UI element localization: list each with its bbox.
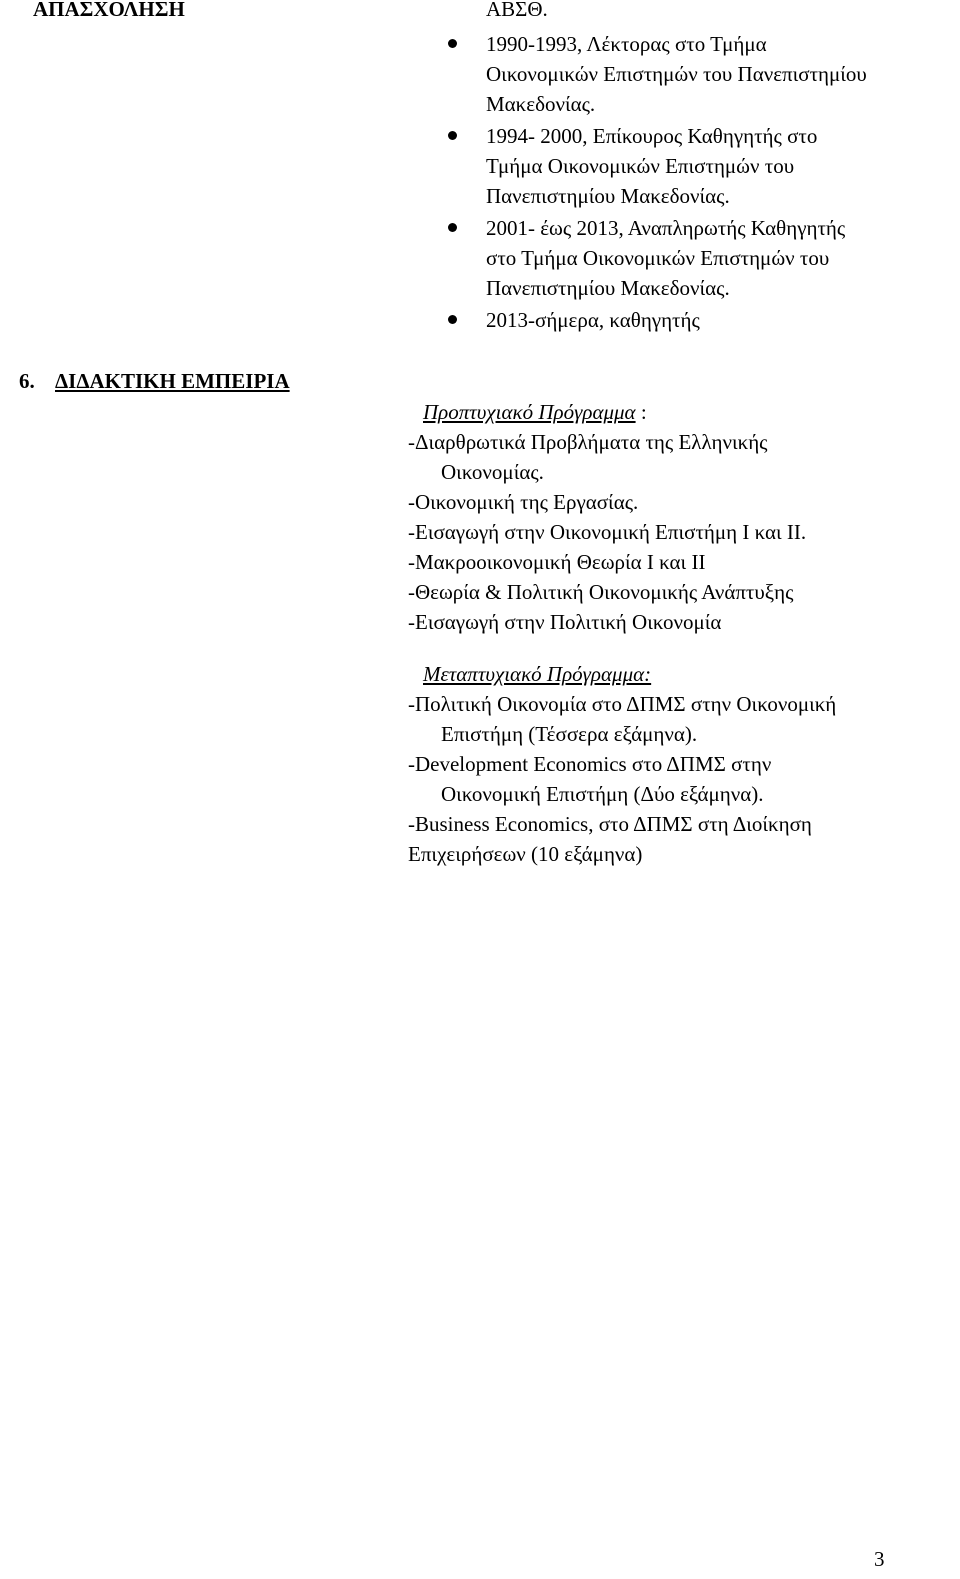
section-number: 6. (19, 369, 35, 393)
teaching-heading: ΔΙΔΑΚΤΙΚΗ ΕΜΠΕΙΡΙΑ (55, 369, 290, 393)
postgrad-label: Μεταπτυχιακό Πρόγραμμα: (423, 662, 652, 686)
bullet-icon (448, 315, 457, 324)
course-line: -Διαρθρωτικά Προβλήματα της Ελληνικής (408, 430, 768, 454)
course-line: Επιστήμη (Τέσσερα εξάμηνα). (441, 722, 698, 746)
undergrad-suffix: : (635, 400, 647, 424)
undergrad-header (423, 397, 647, 427)
employment-top-line: ΑΒΣΘ. (486, 0, 548, 21)
course-line: -Πολιτική Οικονομία στο ΔΠΜΣ στην Οικονομική (408, 692, 837, 716)
course-line: -Οικονομική της Εργασίας. (408, 490, 639, 514)
bullet-icon (448, 223, 457, 232)
list-item-line: στο Τμήμα Οικονομικών Επιστημών του (486, 246, 830, 270)
page-number: 3 (874, 1547, 885, 1571)
course-line: Επιχειρήσεων (10 εξάμηνα) (408, 842, 643, 866)
undergrad-label: Προπτυχιακό Πρόγραμμα (423, 400, 636, 424)
course-line: -Μακροοικονομική Θεωρία Ι και ΙΙ (408, 550, 706, 574)
list-item-line: Μακεδονίας. (486, 92, 596, 116)
course-line: -Θεωρία & Πολιτική Οικονομικής Ανάπτυξης (408, 580, 794, 604)
list-item-line: Οικονομικών Επιστημών του Πανεπιστημίου (486, 62, 867, 86)
course-line: Οικονομική Επιστήμη (Δύο εξάμηνα). (441, 782, 764, 806)
course-line: -Εισαγωγή στην Πολιτική Οικονομία (408, 610, 722, 634)
list-item-line: Τμήμα Οικονομικών Επιστημών του (486, 154, 795, 178)
employment-heading: ΑΠΑΣΧΟΛΗΣΗ (33, 0, 185, 21)
list-item-line: 1990-1993, Λέκτορας στο Τμήμα (486, 32, 767, 56)
list-item-line: 2001- έως 2013, Αναπληρωτής Καθηγητής (486, 216, 846, 240)
bullet-icon (448, 131, 457, 140)
list-item-line: Πανεπιστημίου Μακεδονίας. (486, 276, 730, 300)
course-line: Οικονομίας. (441, 460, 544, 484)
list-item-line: 2013-σήμερα, καθηγητής (486, 308, 700, 332)
course-line: -Development Economics στο ΔΠΜΣ στην (408, 752, 772, 776)
list-item-line: 1994- 2000, Επίκουρος Καθηγητής στο (486, 124, 818, 148)
course-line: -Business Economics, στο ΔΠΜΣ στη Διοίκηση (408, 812, 812, 836)
course-line: -Εισαγωγή στην Οικονομική Επιστήμη Ι και ΙΙ. (408, 520, 807, 544)
list-item-line: Πανεπιστημίου Μακεδονίας. (486, 184, 730, 208)
bullet-icon (448, 39, 457, 48)
